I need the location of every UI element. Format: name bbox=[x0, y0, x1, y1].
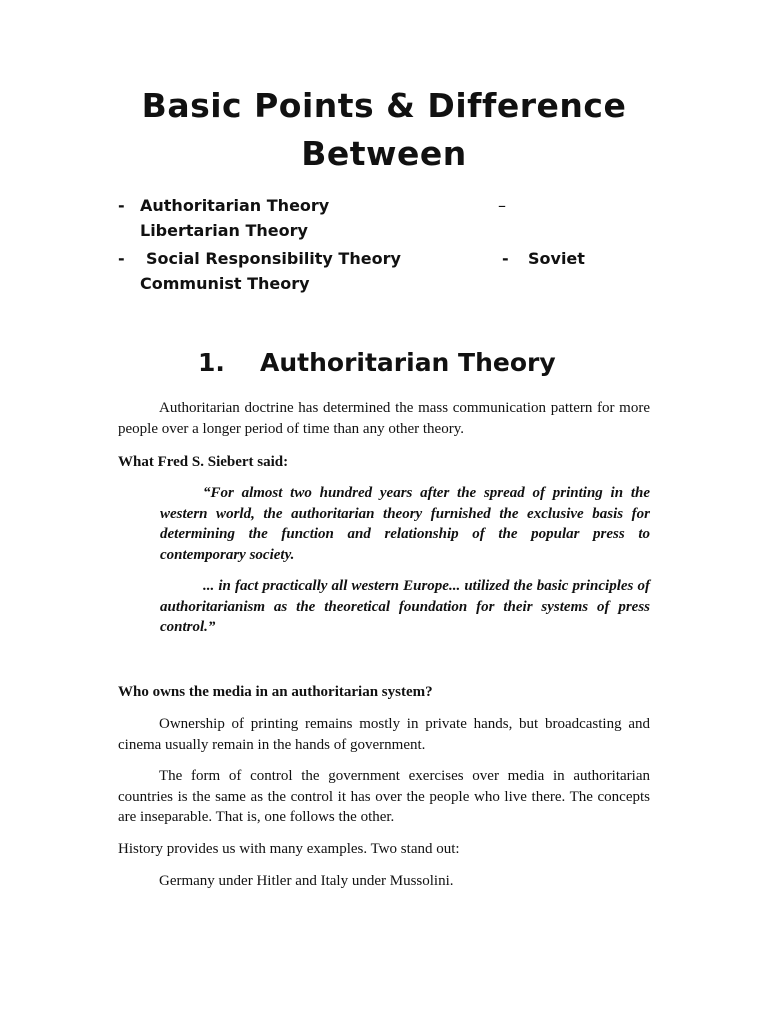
paragraph-ownership: Ownership of printing remains mostly in private hands, but broadcasting and cinema usually remain in the hands of government. bbox=[118, 716, 650, 753]
list-item-libertarian: Libertarian Theory bbox=[140, 221, 308, 240]
paragraph-control: The form of control the government exercises over media in authoritarian countries is the same as the control it has over the people who live there. The concepts are inseparable. That is, one follows the other. bbox=[118, 768, 650, 825]
section-title: Authoritarian Theory bbox=[260, 348, 556, 377]
quote-paragraph-1: “For almost two hundred years after the spread of printing in the western world, the authoritarian theory furnished the exclusive basis for determining the function and relationship of the popular press to contemporary society. bbox=[160, 485, 650, 563]
section-number: 1. bbox=[198, 348, 225, 377]
paragraph-examples: Germany under Hitler and Italy under Mussolini. bbox=[159, 873, 454, 889]
list-item-social-responsibility: Social Responsibility Theory bbox=[146, 249, 401, 268]
bullet-dash-4: - bbox=[502, 249, 509, 268]
section-heading bbox=[198, 348, 556, 377]
paragraph-history: History provides us with many examples. Two stand out: bbox=[118, 841, 460, 857]
bullet-dash-1: - bbox=[118, 196, 125, 215]
paragraph-intro: Authoritarian doctrine has determined the mass communication pattern for more people over a longer period of time than any other theory. bbox=[118, 400, 650, 437]
bullet-dash-2: – bbox=[498, 196, 506, 215]
quote-paragraph-2: ... in fact practically all western Europe... utilized the basic principles of authoritarianism as the theoretical foundation for their systems of press control.” bbox=[160, 578, 650, 635]
list-item-soviet: Soviet bbox=[528, 249, 585, 268]
ownership-heading: Who owns the media in an authoritarian system? bbox=[118, 684, 433, 700]
siebert-heading: What Fred S. Siebert said: bbox=[118, 454, 289, 470]
document-title-line-1: Basic Points & Difference bbox=[141, 86, 627, 125]
list-item-authoritarian: Authoritarian Theory bbox=[140, 196, 330, 215]
document-title-line-2: Between bbox=[301, 134, 467, 173]
bullet-dash-3: - bbox=[118, 249, 125, 268]
list-item-communist: Communist Theory bbox=[140, 274, 310, 293]
